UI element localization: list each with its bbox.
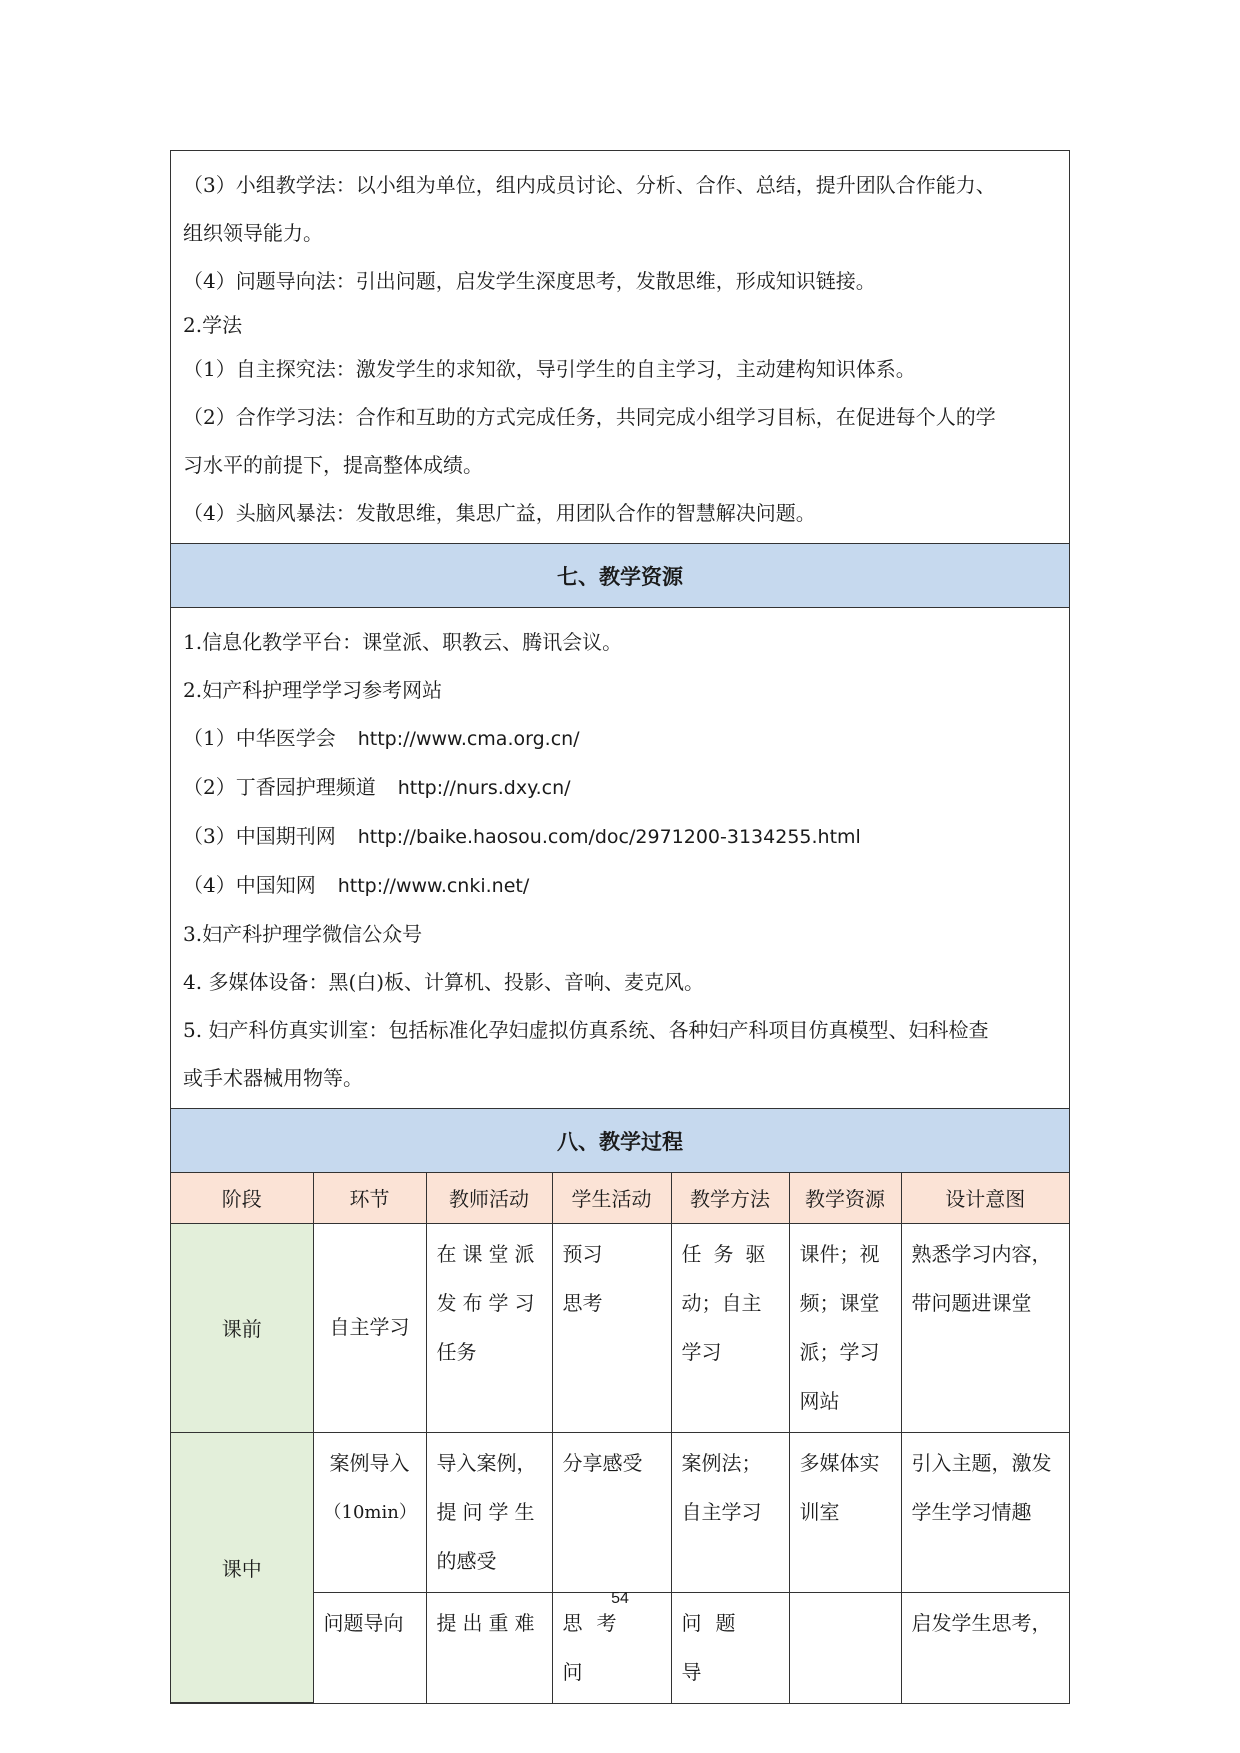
resource-cell [789,1592,901,1703]
resource-cell: 多媒体实 训室 [789,1432,901,1592]
column-header: 教学资源 [789,1173,901,1223]
column-header: 学生活动 [552,1173,671,1223]
student-cell: 预习 思考 [552,1223,671,1432]
site-item [183,714,1057,763]
teaching-methods-section [171,151,1069,544]
site-label: （4）中国知网 [183,873,316,897]
site-label: （3）中国期刊网 [183,824,336,848]
intent-cell: 熟悉学习内容， 带问题进课堂 [901,1223,1069,1432]
stage-cell: 课中 [171,1432,313,1703]
student-cell: 分享感受 [552,1432,671,1592]
method-line: （4）问题导向法：引出问题，启发学生深度思考，发散思维，形成知识链接。 [183,269,876,293]
teacher-cell: 导入案例， 提问学生 的感受 [426,1432,552,1592]
table-row [171,1223,1069,1432]
site-item [183,861,1057,910]
resource-item: 3.妇产科护理学微信公众号 [183,922,423,946]
column-header: 设计意图 [901,1173,1069,1223]
study-method-heading: 2.学法 [183,313,243,337]
site-url[interactable]: http://www.cnki.net/ [337,875,530,897]
step-cell: 案例导入 （10min） [313,1432,426,1592]
resources-heading: 七、教学资源 [171,544,1069,608]
method-line: （1）自主探究法：激发学生的求知欲，导引学生的自主学习，主动建构知识体系。 [183,357,916,381]
method-line: 组织领导能力。 [183,221,323,245]
method-cell: 案例法； 自主学习 [671,1432,789,1592]
resource-item: 2.妇产科护理学学习参考网站 [183,678,443,702]
column-header: 环节 [313,1173,426,1223]
site-url[interactable]: http://nurs.dxy.cn/ [397,777,571,799]
page-number: 54 [611,1590,629,1607]
teacher-cell: 在课堂派 发布学习 任务 [426,1223,552,1432]
column-header: 教学方法 [671,1173,789,1223]
method-line: （4）头脑风暴法：发散思维，集思广益，用团队合作的智慧解决问题。 [183,501,816,525]
site-label: （1）中华医学会 [183,726,336,750]
intent-cell: 引入主题，激发 学生学习情趣 [901,1432,1069,1592]
intent-cell: 启发学生思考， [901,1592,1069,1703]
step-cell: 自主学习 [313,1223,426,1432]
document-frame [170,150,1070,1704]
resource-item: 1.信息化教学平台：课堂派、职教云、腾讯会议。 [183,630,623,654]
resource-item: 5. 妇产科仿真实训室：包括标准化孕妇虚拟仿真系统、各种妇产科项目仿真模型、妇科检查 [183,1018,989,1042]
column-header: 阶段 [171,1173,313,1223]
student-cell: 思考问 [552,1592,671,1703]
method-cell: 任务驱 动；自主 学习 [671,1223,789,1432]
site-item [183,763,1057,812]
method-cell: 问题导 [671,1592,789,1703]
stage-cell: 课前 [171,1223,313,1432]
site-url[interactable]: http://baike.haosou.com/doc/2971200-3134255.html [357,826,861,848]
resources-section [171,608,1069,1109]
resource-cell: 课件；视 频；课堂 派；学习 网站 [789,1223,901,1432]
column-header: 教师活动 [426,1173,552,1223]
site-label: （2）丁香园护理频道 [183,775,376,799]
process-table [171,1173,1069,1703]
method-line: （3）小组教学法：以小组为单位，组内成员讨论、分析、合作、总结，提升团队合作能力、 [183,173,996,197]
resource-item: 4. 多媒体设备：黑(白)板、计算机、投影、音响、麦克风。 [183,970,705,994]
site-url[interactable]: http://www.cma.org.cn/ [357,728,580,750]
table-header-row [171,1173,1069,1223]
teacher-cell: 提出重难 [426,1592,552,1703]
method-line: 习水平的前提下，提高整体成绩。 [183,453,483,477]
method-line: （2）合作学习法：合作和互助的方式完成任务，共同完成小组学习目标，在促进每个人的学 [183,405,996,429]
step-cell: 问题导向 [313,1592,426,1703]
site-item [183,812,1057,861]
table-row [171,1432,1069,1592]
process-heading: 八、教学过程 [171,1109,1069,1173]
resource-item: 或手术器械用物等。 [183,1066,363,1090]
